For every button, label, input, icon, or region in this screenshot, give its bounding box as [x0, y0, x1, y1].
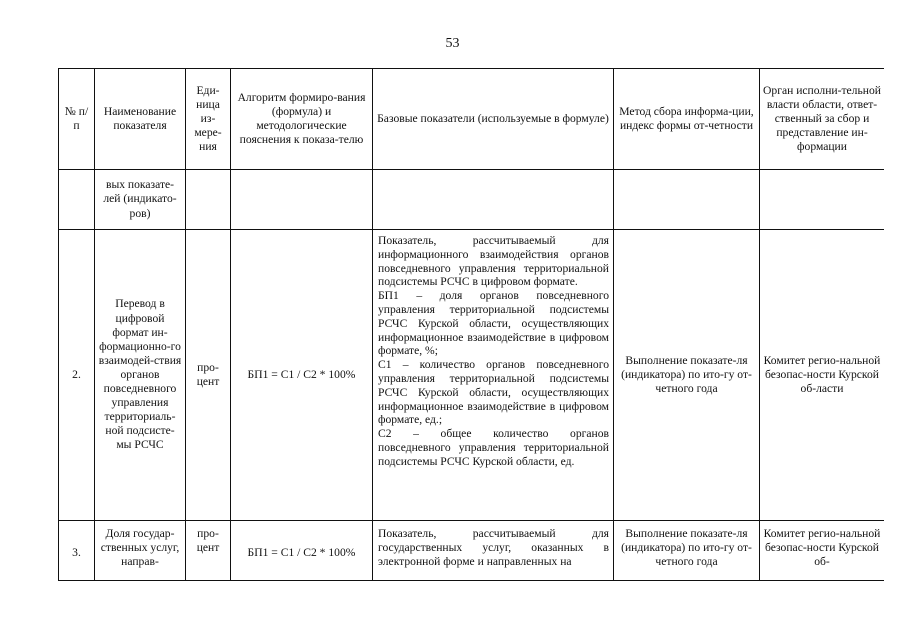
base-paragraph: Показатель, рассчитываемый для информационного взаимодействия органов повседневного управления территориальной подсистемы РСЧС в цифровом формате.	[378, 234, 609, 289]
cell-name: Доля государ-ственных услуг, направ-	[95, 521, 186, 581]
cell-algorithm: БП1 = С1 / С2 * 100%	[231, 521, 373, 581]
base-paragraph: С2 – общее количество органов повседневного управления территориальной подсистемы РСЧС Курской области, ед.	[378, 427, 609, 468]
table-header-row	[59, 69, 885, 170]
cell-authority: Комитет регио-нальной безопас-ности Курской об-ласти	[760, 230, 885, 521]
header-method: Метод сбора информа-ции, индекс формы от-четности	[614, 69, 760, 170]
table-row	[59, 230, 885, 521]
cell-base	[373, 521, 614, 581]
base-paragraph: С1 – количество органов повседневного управления территориальной подсистемы РСЧС Курской области, осуществляющих информационное взаимодействие в цифровом формате, ед.;	[378, 358, 609, 427]
table-row	[59, 521, 885, 581]
indicator-table	[58, 68, 884, 581]
base-paragraph: БП1 – доля органов повседневного управления территориальной подсистемы РСЧС Курской области, осуществляющих информационное взаимодействие в цифровом формате, %;	[378, 289, 609, 358]
cell-base	[373, 230, 614, 521]
cell-num: 2.	[59, 230, 95, 521]
header-unit: Еди-ница из-мере-ния	[186, 69, 231, 170]
cell-method	[614, 170, 760, 230]
cell-base	[373, 170, 614, 230]
base-paragraph: Показатель, рассчитываемый для государственных услуг, оказанных в электронной форме и направленных на	[378, 527, 609, 569]
cell-num	[59, 170, 95, 230]
cell-authority: Комитет регио-нальной безопас-ности Курской об-	[760, 521, 885, 581]
cell-unit: про-цент	[186, 230, 231, 521]
header-authority: Орган исполни-тельной власти области, ответ-ственный за сбор и представление ин-формации	[760, 69, 885, 170]
header-name: Наименование показателя	[95, 69, 186, 170]
cell-unit: про-цент	[186, 521, 231, 581]
cell-num: 3.	[59, 521, 95, 581]
cell-name: Перевод в цифровой формат ин-формационно-го взаимодей-ствия органов повседневного управления территориаль-ной подсисте-мы РСЧС	[95, 230, 186, 521]
cell-name: вых показате-лей (индикато-ров)	[95, 170, 186, 230]
cell-method: Выполнение показате-ля (индикатора) по ито-гу от-четного года	[614, 230, 760, 521]
cell-method: Выполнение показате-ля (индикатора) по ито-гу от-четного года	[614, 521, 760, 581]
header-num: № п/п	[59, 69, 95, 170]
page-number: 53	[445, 36, 460, 51]
cell-authority	[760, 170, 885, 230]
cell-unit	[186, 170, 231, 230]
cell-algorithm	[231, 170, 373, 230]
header-algorithm: Алгоритм формиро-вания (формула) и методологические пояснения к показа-телю	[231, 69, 373, 170]
table-row	[59, 170, 885, 230]
cell-algorithm: БП1 = С1 / С2 * 100%	[231, 230, 373, 521]
indicator-table-frame	[58, 68, 884, 642]
header-base: Базовые показатели (используемые в формуле)	[373, 69, 614, 170]
